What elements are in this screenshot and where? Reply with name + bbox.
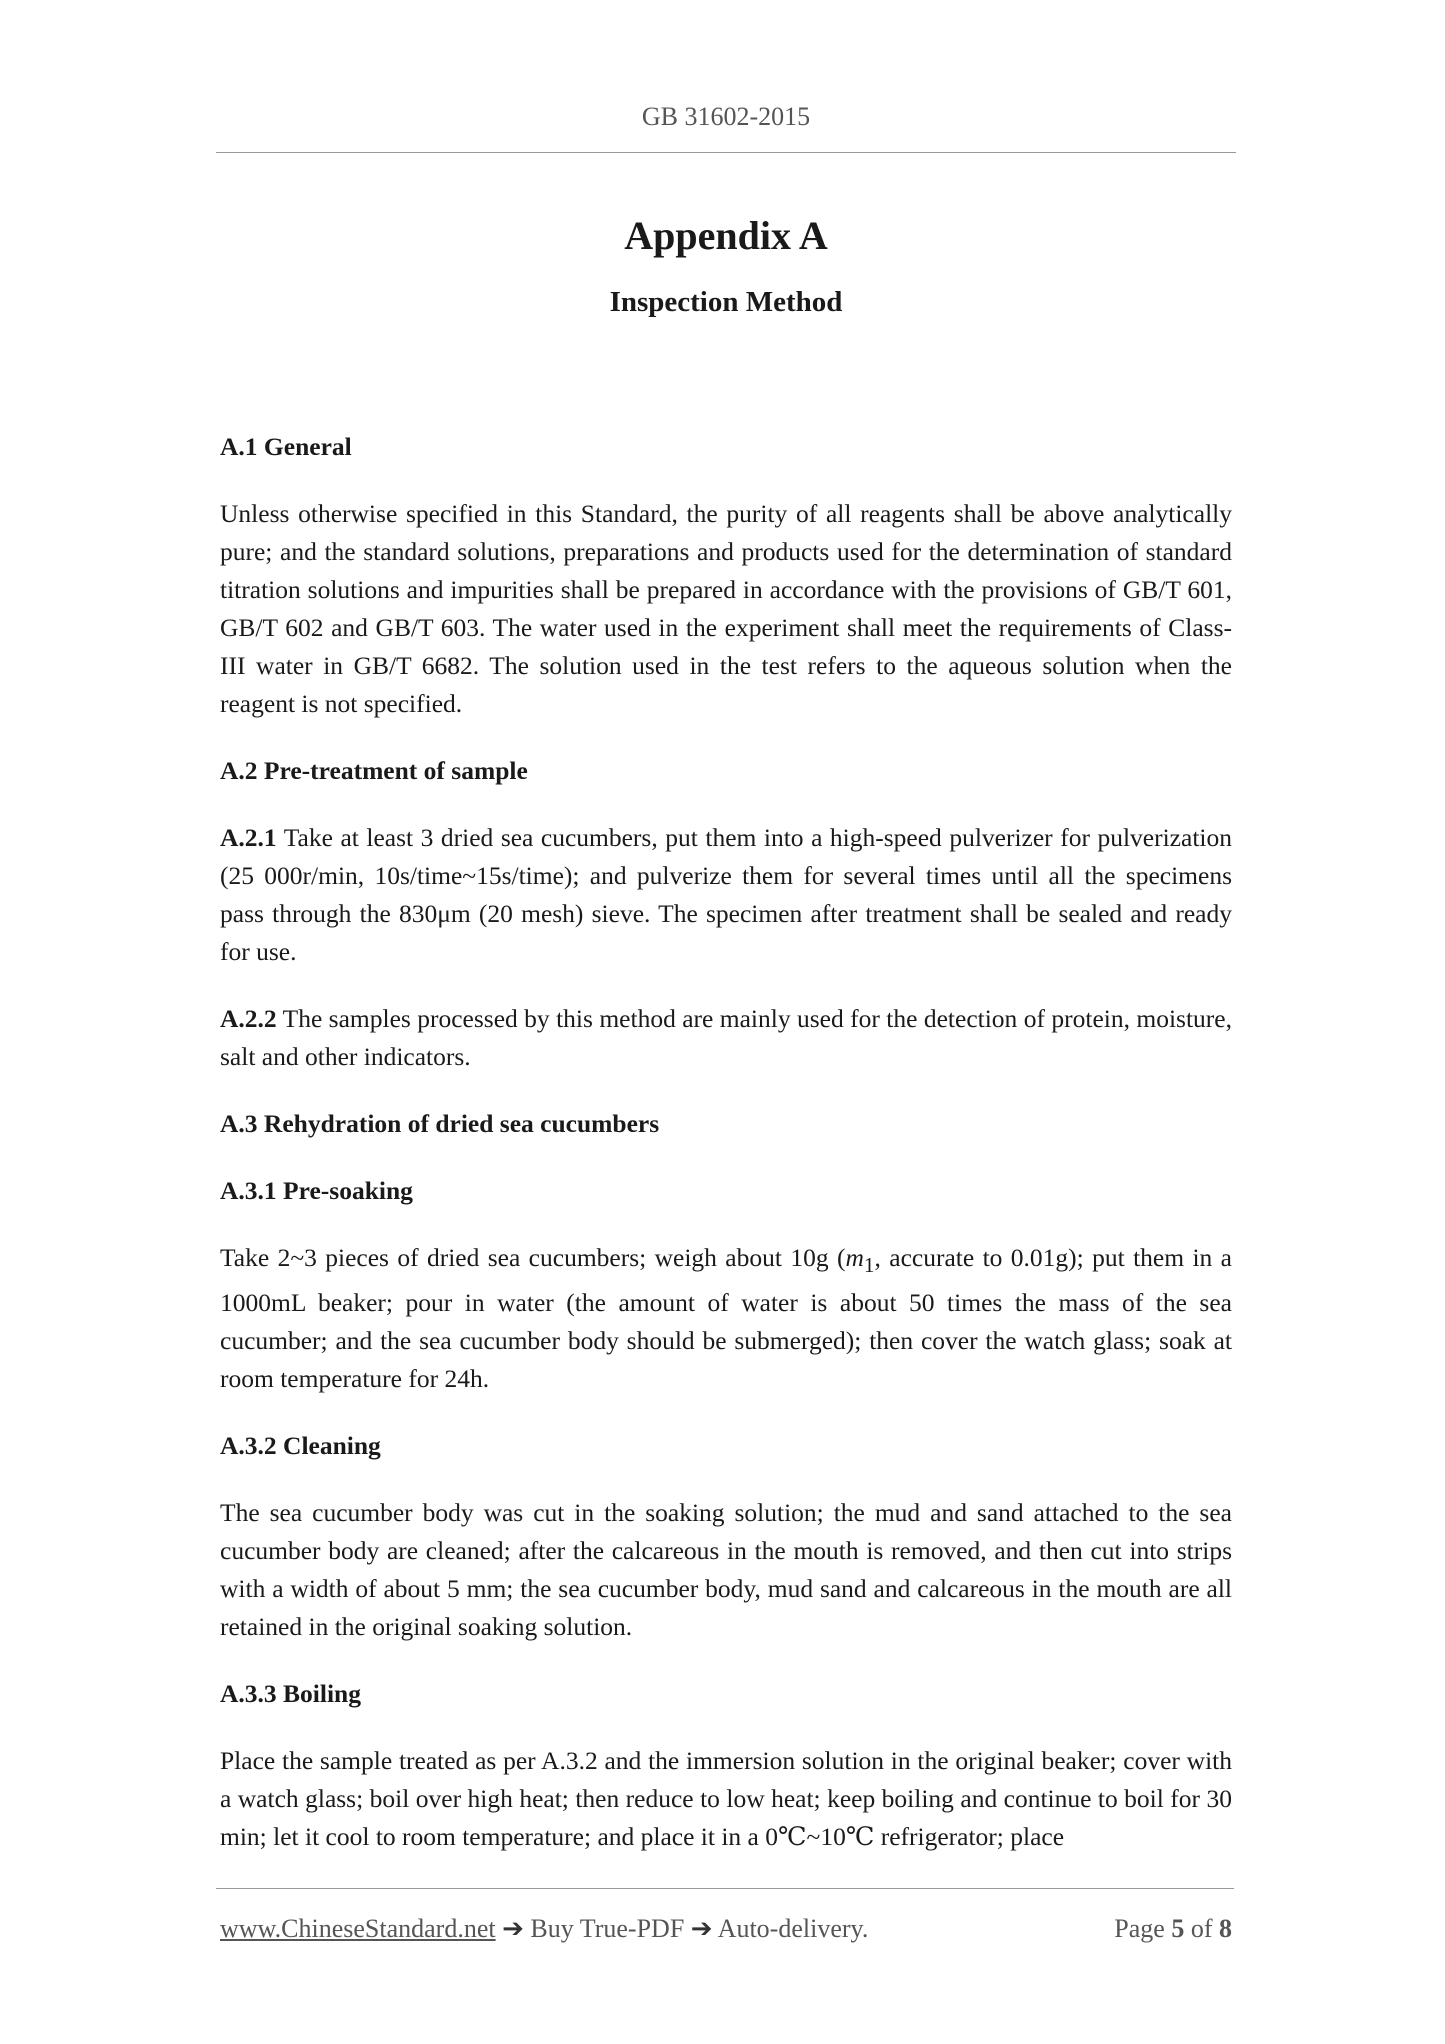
appendix-title: Appendix A	[624, 213, 828, 258]
footer-divider	[216, 1888, 1234, 1889]
section-heading-a2: A.2 Pre-treatment of sample	[220, 756, 528, 785]
document-body	[220, 428, 1232, 1885]
paragraph-a2-1	[220, 819, 1232, 971]
arrow-right-icon: ➔	[502, 1914, 524, 1943]
arrow-right-icon: ➔	[690, 1914, 713, 1943]
website-link[interactable]: www.ChineseStandard.net	[220, 1914, 496, 1943]
total-page-count: 8	[1219, 1914, 1232, 1943]
appendix-subtitle: Inspection Method	[609, 286, 843, 318]
page-of-label: of	[1190, 1914, 1213, 1943]
section-heading-a1: A.1 General	[220, 432, 352, 461]
auto-delivery-text: Auto-delivery.	[717, 1914, 869, 1943]
subsection-heading-a3-3: A.3.3 Boiling	[220, 1679, 361, 1709]
paragraph-a3-1-part-2: , accurate to 0.01g); put them in a 1000mL beaker; pour in water (the amount of water is about 50 times the mass of the sea cucumber; and the sea cucumber body should be submerged); then cover the watch glass; soak at room temperature for 24h.	[220, 1243, 1232, 1394]
current-page-number: 5	[1171, 1914, 1185, 1943]
subsection-heading-a3-1: A.3.1 Pre-soaking	[220, 1176, 413, 1205]
page-indicator	[1114, 1914, 1232, 1944]
clause-number-a2-1: A.2.1	[220, 823, 277, 852]
paragraph-a3-1	[220, 1239, 1232, 1398]
mass-variable: m	[845, 1243, 864, 1272]
footer-promo	[220, 1914, 868, 1944]
mass-variable-subscript: 1	[863, 1253, 875, 1278]
page-label: Page	[1114, 1914, 1165, 1943]
paragraph-a2-2	[220, 1000, 1232, 1076]
section-heading-a3: A.3 Rehydration of dried sea cucumbers	[220, 1109, 660, 1138]
header-divider	[216, 152, 1236, 153]
clause-text-a2-2: The samples processed by this method are mainly used for the detection of protein, moisture, salt and other indicators.	[220, 1004, 1232, 1071]
paragraph-a3-3: Place the sample treated as per A.3.2 and the immersion solution in the original beaker; cover with a watch glass; boil over high heat; then reduce to low heat; keep boiling and continue to boil for 30 min; let it cool to room temperature; and place it in a 0℃~10℃ refrigerator; place	[220, 1746, 1232, 1852]
paragraph-a3-1-part-1: Take 2~3 pieces of dried sea cucumbers; weigh about 10g (	[220, 1243, 846, 1272]
buy-pdf-text: Buy True-PDF	[530, 1914, 685, 1943]
clause-text-a2-1: Take at least 3 dried sea cucumbers, put them into a high-speed pulverizer for pulverization (25 000r/min, 10s/time~15s/time); and pulverize them for several times until all the specimens pass through the 830μm (20 mesh) sieve. The specimen after treatment shall be sealed and ready for use.	[220, 823, 1232, 966]
document-id-header: GB 31602-2015	[641, 102, 811, 131]
subsection-heading-a3-2: A.3.2 Cleaning	[220, 1431, 381, 1461]
clause-number-a2-2: A.2.2	[220, 1004, 277, 1033]
paragraph-a1: Unless otherwise specified in this Standard, the purity of all reagents shall be above analytically pure; and the standard solutions, preparations and products used for the determination of standard titration solutions and impurities shall be prepared in accordance with the provisions of GB/T 601, GB/T 602 and GB/T 603. The water used in the experiment shall meet the requirements of Class-III water in GB/T 6682. The solution used in the test refers to the aqueous solution when the reagent is not specified.	[220, 499, 1232, 718]
paragraph-a3-2: The sea cucumber body was cut in the soaking solution; the mud and sand attached to the sea cucumber body are cleaned; after the calcareous in the mouth is removed, and then cut into strips with a width of about 5 mm; the sea cucumber body, mud sand and calcareous in the mouth are all retained in the original soaking solution.	[220, 1498, 1232, 1642]
